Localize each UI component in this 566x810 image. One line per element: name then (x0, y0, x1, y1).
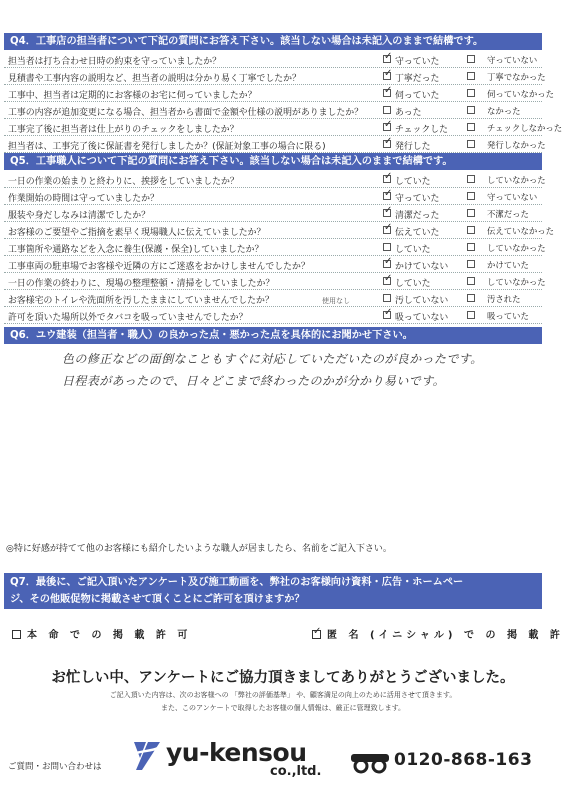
option1-checkbox[interactable] (383, 140, 391, 148)
option2-checkbox[interactable] (467, 260, 475, 268)
initial-label: 匿 名 (イニシャル) で の 掲 載 許 (327, 630, 564, 641)
question-row (0, 239, 566, 256)
permission-initial-option[interactable] (312, 626, 564, 641)
option2-checkbox[interactable] (467, 243, 475, 251)
option2-label: 守っていない (487, 192, 538, 202)
company-logo-text: yu-kensou (166, 738, 307, 767)
option1-checkbox[interactable] (383, 260, 391, 268)
question-text: 許可を頂いた場所以外でタバコを吸っていませんでしたか？ (8, 313, 248, 323)
option2-label: チェックしなかった (487, 123, 563, 133)
q5-header: Q5．工事職人について下記の質問にお答え下さい。該当しない場合は未記入のままで結構です。 (4, 153, 542, 170)
usage-notice-line-1: ご記入頂いた内容は、次のお客様への 「弊社の評価基準」 や、顧客満足の向上のために活用させて頂きます。 (109, 691, 457, 699)
option1-checkbox[interactable] (383, 55, 391, 63)
option2-label: 不潔だった (487, 209, 529, 219)
option1-label: していた (395, 245, 431, 255)
question-row (0, 171, 566, 188)
option2-checkbox[interactable] (467, 226, 475, 234)
phone-number: 0120-868-163 (394, 750, 533, 770)
option2-label: 伝えていなかった (487, 226, 554, 236)
option1-label: チェックした (395, 125, 448, 135)
question-row (0, 188, 566, 205)
q7-header-line-2: ジ、その他販促物に掲載させて頂くことにご許可を頂けますか？ (10, 594, 305, 605)
question-text: 工事中、担当者は定期的にお客様のお宅に伺っていましたか？ (8, 91, 257, 101)
option2-checkbox[interactable] (467, 175, 475, 183)
question-text: 一日の作業の終わりに、現場の整理整頓・清掃をしていましたか？ (8, 279, 275, 289)
option2-checkbox[interactable] (467, 55, 475, 63)
option2-checkbox[interactable] (467, 89, 475, 97)
thank-you-message: お忙しい中、アンケートにご協力頂きましてありがとうございました。 (51, 670, 515, 686)
option1-label: していた (395, 279, 431, 289)
option1-checkbox[interactable] (383, 311, 391, 319)
question-row (0, 256, 566, 273)
margin-handwritten-note: 使用なし (322, 297, 350, 305)
q6-answer-line-1: 色の修正などの面倒なこともすぐに対応していただいたのが良かったです。 (62, 352, 483, 366)
option1-checkbox[interactable] (383, 89, 391, 97)
option1-checkbox[interactable] (383, 123, 391, 131)
option2-label: 丁寧でなかった (487, 72, 546, 82)
option1-label: 発行した (395, 142, 431, 152)
option2-checkbox[interactable] (467, 311, 475, 319)
company-logo-mark-icon (128, 738, 164, 774)
q7-header (4, 573, 542, 609)
question-text: 工事箇所や通路などを入念に養生(保護・保全)していましたか？ (8, 245, 264, 255)
option1-checkbox[interactable] (383, 72, 391, 80)
option1-checkbox[interactable] (383, 175, 391, 183)
option1-label: 守っていた (395, 57, 440, 67)
option2-checkbox[interactable] (467, 277, 475, 285)
company-logo-suffix: co.,ltd. (270, 764, 322, 779)
option1-checkbox[interactable] (383, 209, 391, 217)
question-row (0, 205, 566, 222)
option2-label: していなかった (487, 175, 546, 185)
question-text: 工事の内容が追加変更になる場合、担当者から書面で金額や仕様の説明がありましたか？ (8, 108, 363, 118)
option1-checkbox[interactable] (383, 226, 391, 234)
option2-label: 守っていない (487, 55, 538, 65)
real-name-checkbox[interactable] (12, 630, 21, 639)
row-divider (4, 323, 542, 324)
question-text: 担当者は打ち合わせ日時の約束を守っていましたか？ (8, 57, 221, 67)
question-text: お客様宅のトイレや洗面所を汚したままにしていませんでしたか？ (8, 296, 274, 306)
question-row (0, 273, 566, 290)
option2-label: 発行しなかった (487, 140, 546, 150)
option2-label: していなかった (487, 277, 546, 287)
option1-checkbox[interactable] (383, 294, 391, 302)
option1-label: 丁寧だった (395, 74, 440, 84)
option1-checkbox[interactable] (383, 243, 391, 251)
question-row (0, 307, 566, 324)
q6-answer-line-2: 日程表があったので、日々どこまで終わったのかが分かり易いです。 (62, 374, 445, 388)
question-row (0, 222, 566, 239)
question-row (0, 102, 566, 119)
option2-checkbox[interactable] (467, 140, 475, 148)
option1-label: 清潔だった (395, 211, 440, 221)
option2-label: なかった (487, 106, 521, 116)
usage-notice-line-2: また、このアンケートで取得したお客様の個人情報は、厳正に管理致します。 (160, 704, 406, 712)
question-text: 一日の作業の始まりと終わりに、挨拶をしていましたか？ (8, 177, 239, 187)
option2-checkbox[interactable] (467, 106, 475, 114)
q6-header: Q6．ユウ建装（担当者・職人）の良かった点・悪かった点を具体的にお聞かせ下さい。 (4, 327, 542, 344)
question-text: 工事完了後に担当者は仕上がりのチェックをしましたか？ (8, 125, 239, 135)
permission-real-name-option[interactable] (12, 626, 191, 641)
question-row (0, 136, 566, 153)
q4-header: Q4．工事店の担当者について下記の質問にお答え下さい。該当しない場合は未記入のままで結構です。 (4, 33, 542, 50)
option2-checkbox[interactable] (467, 192, 475, 200)
option2-label: 吸っていた (487, 311, 529, 321)
initial-checkbox[interactable] (312, 630, 321, 639)
question-row (0, 51, 566, 68)
question-row (0, 68, 566, 85)
question-row (0, 85, 566, 102)
option2-label: していなかった (487, 243, 546, 253)
question-text: 作業開始の時間は守っていましたか？ (8, 194, 159, 204)
option1-checkbox[interactable] (383, 192, 391, 200)
freedial-icon (350, 752, 390, 774)
option1-label: かけていない (395, 262, 449, 272)
option1-checkbox[interactable] (383, 106, 391, 114)
option1-label: あった (395, 108, 422, 118)
option2-label: かけていた (487, 260, 529, 270)
option2-checkbox[interactable] (467, 209, 475, 217)
option2-checkbox[interactable] (467, 72, 475, 80)
option1-label: していた (395, 177, 431, 187)
craftsman-name-note: ◎特に好感が持てて他のお客様にも紹介したいような職人が居ましたら、名前をご記入下さい。 (6, 544, 392, 554)
contact-label: ご質問・お問い合わせは (8, 762, 102, 772)
question-text: お客様のご要望やご指摘を素早く現場職人に伝えていましたか？ (8, 228, 266, 238)
option2-checkbox[interactable] (467, 123, 475, 131)
q7-header-line-1: Q7．最後に、ご記入頂いたアンケート及び施工動画を、弊社のお客様向け資料・広告・ホームペー (10, 577, 464, 588)
option1-label: 汚していない (395, 296, 449, 306)
option1-label: 伺っていた (395, 91, 440, 101)
option1-label: 伝えていた (395, 228, 440, 238)
option1-checkbox[interactable] (383, 277, 391, 285)
question-row (0, 290, 566, 307)
option1-label: 守っていた (395, 194, 440, 204)
question-row (0, 119, 566, 136)
question-text: 見積書や工事内容の説明など、担当者の説明は分かり易く丁寧でしたか？ (8, 74, 301, 84)
real-name-label: 本 命 で の 掲 載 許 可 (27, 630, 192, 641)
option2-label: 汚された (487, 294, 521, 304)
question-text: 担当者は、工事完了後に保証書を発行しましたか？(保証対象工事の場合に限る) (8, 142, 326, 152)
question-text: 服装や身だしなみは清潔でしたか？ (8, 211, 150, 221)
option2-label: 伺っていなかった (487, 89, 554, 99)
option1-label: 吸っていない (395, 313, 449, 323)
question-text: 工事車両の駐車場でお客様や近隣の方にご迷惑をおかけしませんでしたか？ (8, 262, 310, 272)
option2-checkbox[interactable] (467, 294, 475, 302)
